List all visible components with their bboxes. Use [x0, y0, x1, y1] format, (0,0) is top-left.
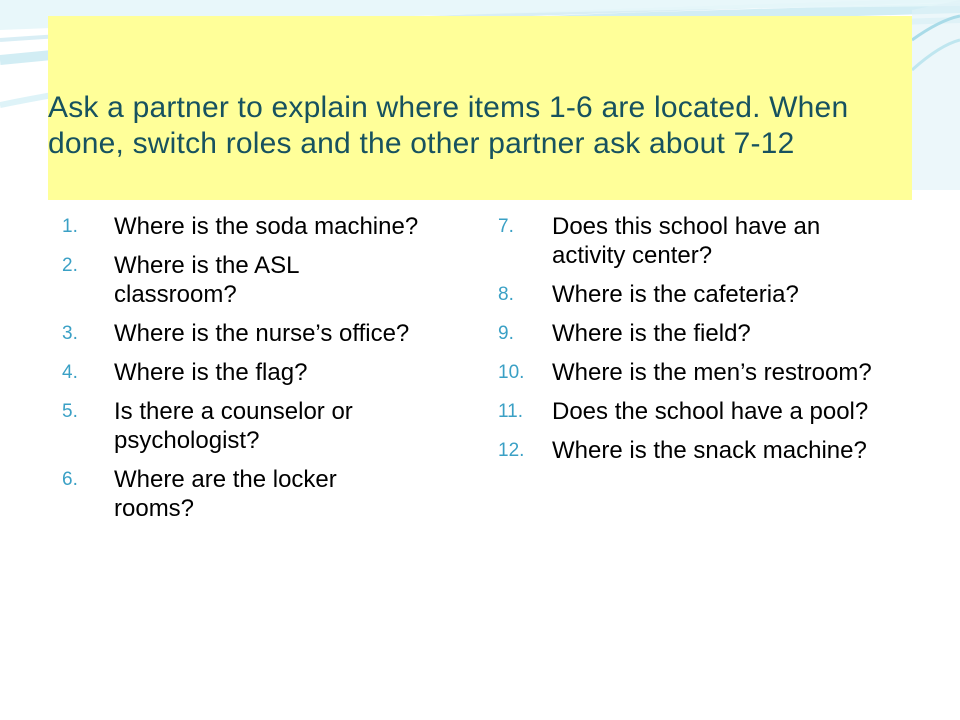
item-number: 10.: [498, 362, 525, 383]
item-text: Where are the locker rooms?: [114, 466, 337, 522]
item-text: Where is the ASL classroom?: [114, 252, 299, 308]
list-item: [498, 212, 898, 270]
item-number: 1.: [62, 216, 78, 237]
item-number: 7.: [498, 216, 514, 237]
item-text: Does this school have an activity center?: [552, 213, 821, 269]
item-text: Where is the snack machine?: [552, 437, 867, 464]
slide-title: Ask a partner to explain where items 1-6 are located. When done, switch roles and the other partner ask about 7-12: [48, 91, 849, 160]
item-text: Where is the flag?: [114, 359, 308, 386]
list-item: [62, 251, 422, 309]
item-text: Where is the cafeteria?: [552, 281, 799, 308]
list-item: [498, 397, 898, 426]
item-text: Where is the men’s restroom?: [552, 359, 872, 386]
item-text: Where is the field?: [552, 320, 751, 347]
item-text: Is there a counselor or psychologist?: [114, 398, 353, 454]
item-number: 9.: [498, 323, 514, 344]
item-text: Where is the soda machine?: [114, 213, 419, 240]
item-number: 2.: [62, 255, 78, 276]
list-item: [498, 280, 898, 309]
item-text: Where is the nurse’s office?: [114, 320, 410, 347]
list-item: [62, 212, 422, 241]
item-number: 11.: [498, 401, 524, 422]
list-item: [62, 319, 422, 348]
title-banner: [48, 16, 912, 200]
list-item: [62, 358, 422, 387]
list-item: [498, 358, 898, 387]
item-text: Does the school have a pool?: [552, 398, 869, 425]
list-item: [62, 397, 422, 455]
item-number: 6.: [62, 469, 78, 490]
item-number: 5.: [62, 401, 78, 422]
item-number: 3.: [62, 323, 78, 344]
item-number: 12.: [498, 440, 525, 461]
questions-list-right: [498, 212, 898, 475]
item-number: 4.: [62, 362, 78, 383]
list-item: [498, 319, 898, 348]
item-number: 8.: [498, 284, 514, 305]
list-item: [498, 436, 898, 465]
list-item: [62, 465, 422, 523]
questions-list-left: [62, 212, 422, 533]
